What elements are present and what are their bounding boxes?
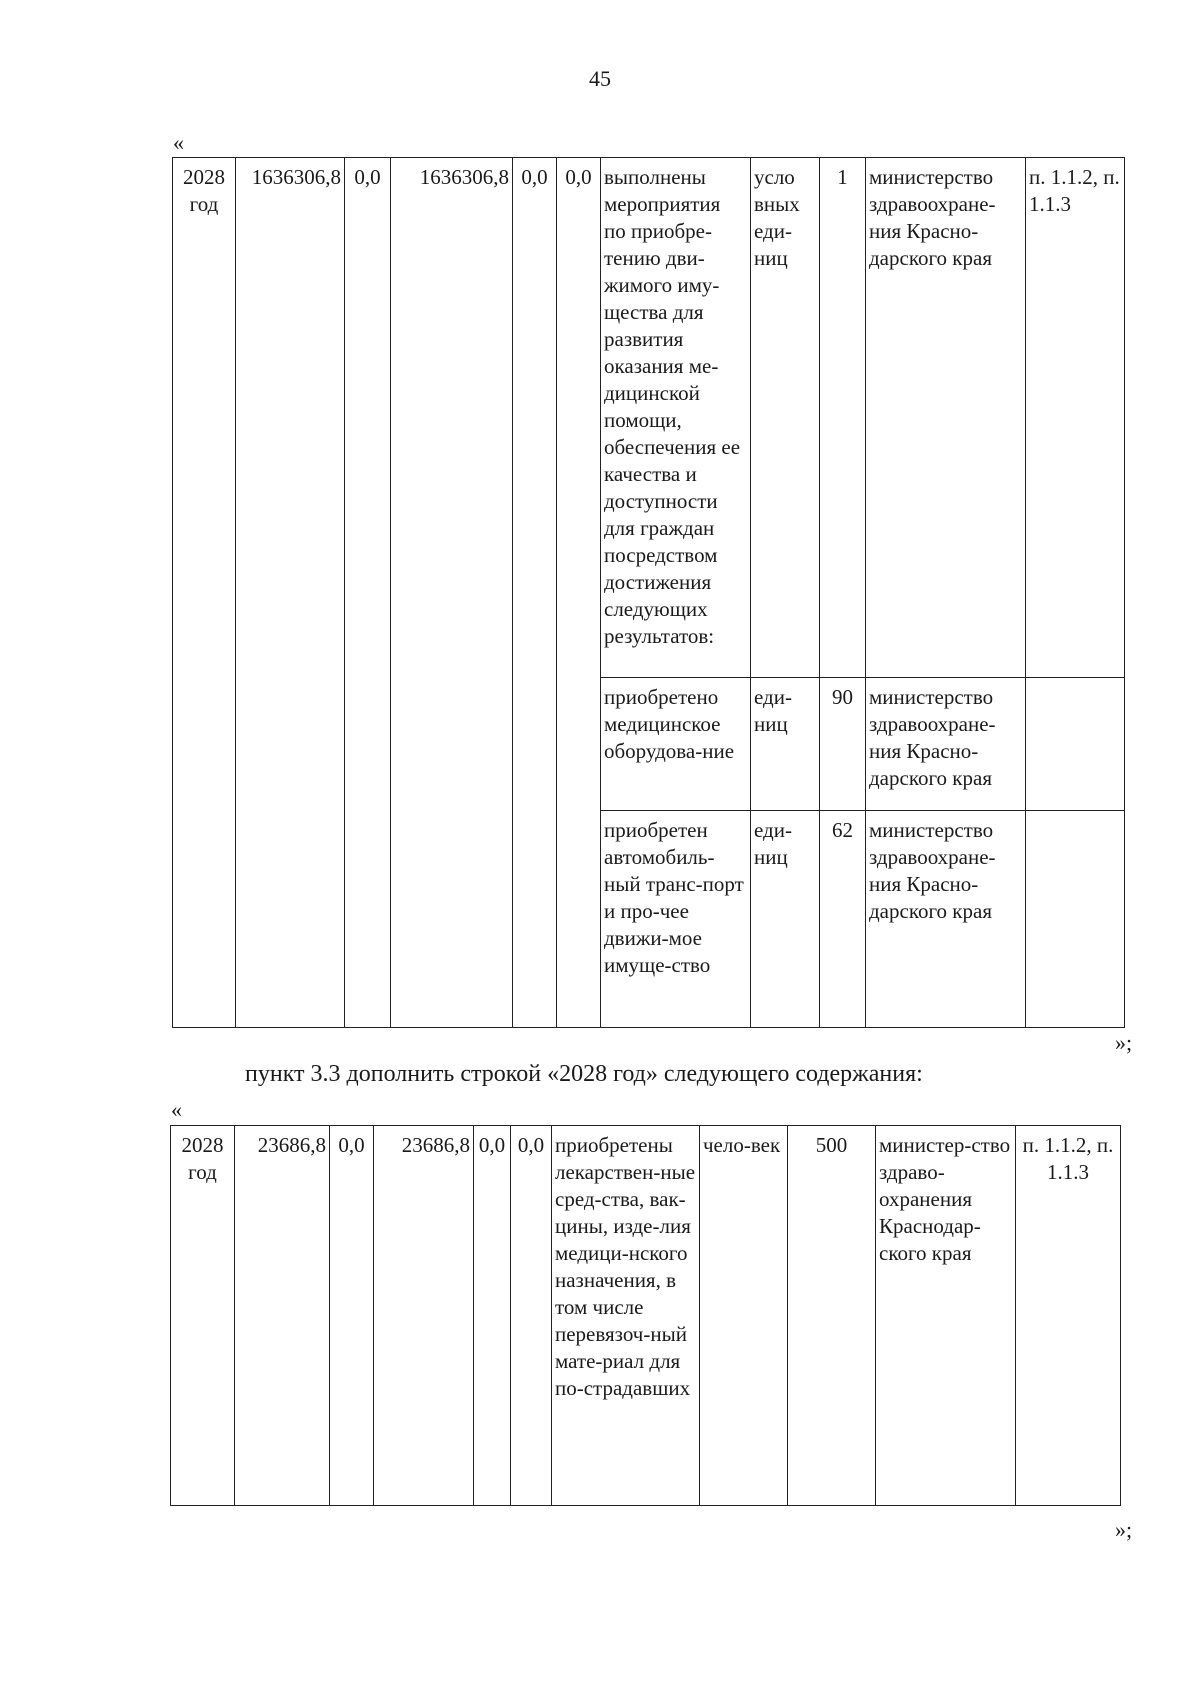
table2-opening-quote: « — [171, 1097, 182, 1122]
page-number: 45 — [589, 66, 611, 91]
result-value: 1 — [820, 158, 866, 678]
value-cell: 0,0 — [511, 1126, 552, 1506]
result-unit: чело-век — [700, 1126, 788, 1506]
result-unit: еди-ниц — [751, 811, 820, 1028]
table2-closing-quote: »; — [1115, 1517, 1133, 1542]
result-reference — [1026, 678, 1125, 811]
table1-opening-quote: « — [173, 130, 184, 155]
total-cell: 1636306,8 — [236, 158, 345, 1028]
table1-row — [173, 158, 1125, 678]
result-value: 90 — [820, 678, 866, 811]
result-unit: усло вных еди-ниц — [751, 158, 820, 678]
amendment-paragraph: пункт 3.3 дополнить строкой «2028 год» следующего содержания: — [245, 1061, 923, 1087]
result-unit: еди-ниц — [751, 678, 820, 811]
result-responsible: министерство здравоохране-ния Красно-дарского края — [866, 158, 1026, 678]
total-cell: 23686,8 — [235, 1126, 330, 1506]
result-description: приобретены лекарствен-ные сред-ства, вак-цины, изде-лия медици-нского назначения, в том числе перевязоч-ный мате-риал для по-страдавших — [552, 1126, 700, 1506]
result-reference — [1026, 811, 1125, 1028]
result-description: приобретен автомобиль-ный транс-порт и про-чее движи-мое имуще-ство — [601, 811, 751, 1028]
table1 — [172, 157, 1125, 1028]
value-cell: 0,0 — [345, 158, 391, 1028]
result-description: приобретено медицинское оборудова-ние — [601, 678, 751, 811]
result-value: 62 — [820, 811, 866, 1028]
result-reference: п. 1.1.2, п. 1.1.3 — [1016, 1126, 1121, 1506]
table1-closing-quote: »; — [1115, 1030, 1133, 1055]
value-cell: 23686,8 — [374, 1126, 474, 1506]
result-responsible: министерство здравоохране-ния Красно-дарского края — [866, 811, 1026, 1028]
result-description: выполнены мероприятия по приобре-тению дви-жимого иму-щества для развития оказания ме-дицинской помощи, обеспечения ее качества и доступности для граждан посредством достижения следующих результатов: — [601, 158, 751, 678]
table2 — [170, 1125, 1121, 1506]
year-cell: 2028 год — [173, 158, 236, 1028]
result-responsible: министер-ство здраво-охранения Краснодар-ского края — [876, 1126, 1016, 1506]
result-value: 500 — [788, 1126, 876, 1506]
value-cell: 0,0 — [513, 158, 557, 1028]
result-reference: п. 1.1.2, п. 1.1.3 — [1026, 158, 1125, 678]
value-cell: 1636306,8 — [391, 158, 513, 1028]
value-cell: 0,0 — [330, 1126, 374, 1506]
value-cell: 0,0 — [474, 1126, 511, 1506]
table2-row — [171, 1126, 1121, 1506]
year-cell: 2028 год — [171, 1126, 235, 1506]
value-cell: 0,0 — [557, 158, 601, 1028]
result-responsible: министерство здравоохране-ния Красно-дарского края — [866, 678, 1026, 811]
